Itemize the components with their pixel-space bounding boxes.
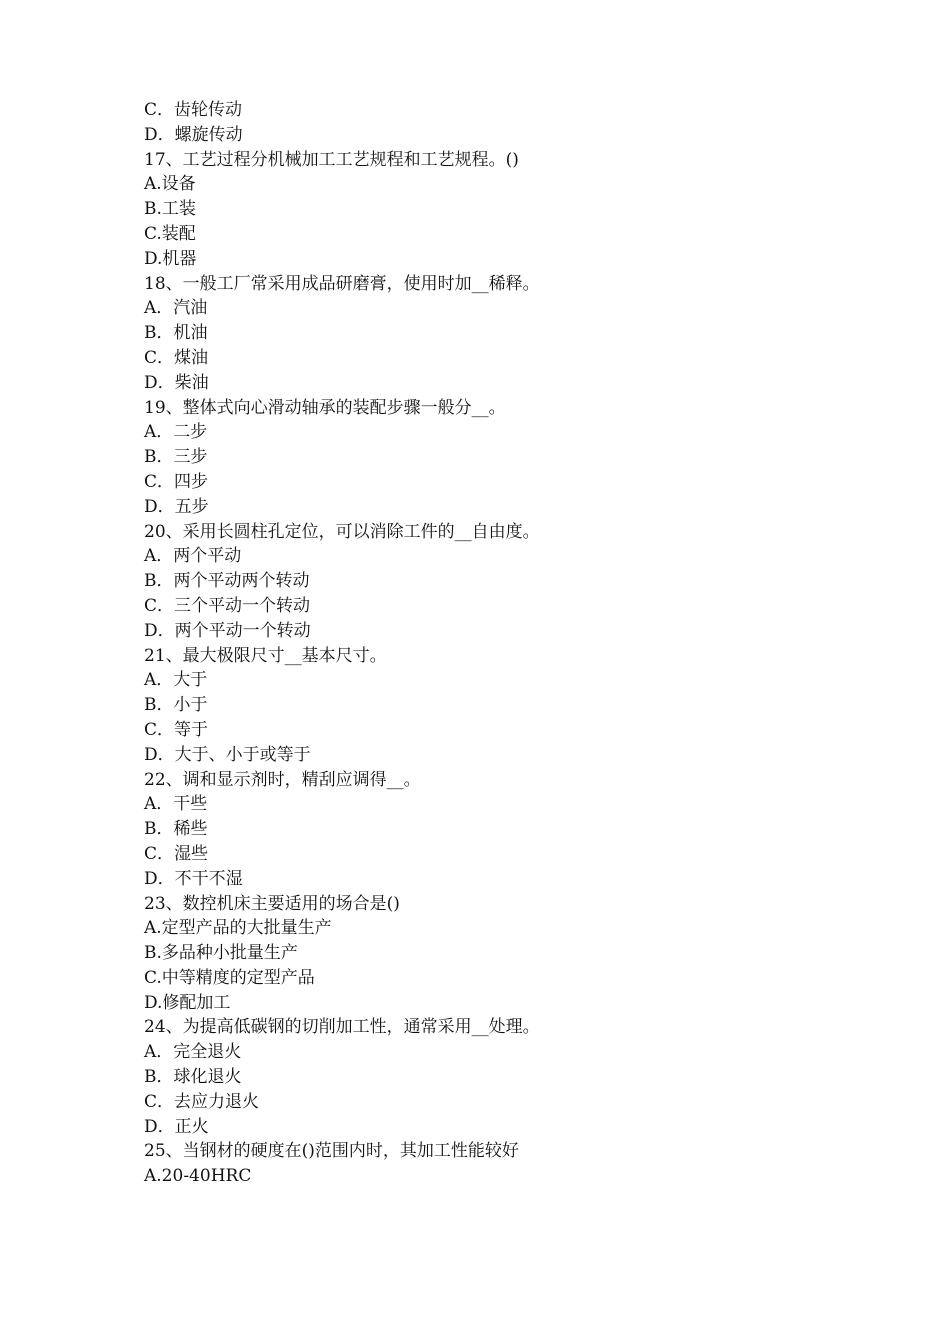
option-line: D．正火 xyxy=(144,1116,209,1137)
option-line: C．三个平动一个转动 xyxy=(144,595,311,616)
option-line: D．柴油 xyxy=(144,372,209,393)
text-line: C．齿轮传动 xyxy=(144,100,243,120)
option-line: C．四步 xyxy=(144,471,209,492)
question-18: 18、一般工厂常采用成品研磨膏，使用时加__稀释。 xyxy=(144,273,540,294)
option-line: D.修配加工 xyxy=(144,992,231,1013)
question-23: 23、数控机床主要适用的场合是() xyxy=(144,893,400,914)
option-line: C．湿些 xyxy=(144,843,209,864)
option-line: B．机油 xyxy=(144,323,208,344)
option-line: B．小于 xyxy=(144,695,208,716)
question-list xyxy=(144,98,844,1189)
option-line: A.设备 xyxy=(144,174,196,195)
option-line: C．等于 xyxy=(144,719,209,740)
option-line: A．干些 xyxy=(144,794,208,815)
question-20: 20、采用长圆柱孔定位，可以消除工件的__自由度。 xyxy=(144,521,540,542)
option-line: C.装配 xyxy=(144,223,196,244)
question-17: 17、工艺过程分机械加工工艺规程和工艺规程。() xyxy=(144,149,519,170)
option-line: B．两个平动两个转动 xyxy=(144,571,310,592)
option-line: A．二步 xyxy=(144,422,208,443)
option-line: D.机器 xyxy=(144,248,197,269)
option-line: C.中等精度的定型产品 xyxy=(144,967,315,988)
option-line: A.20-40HRC xyxy=(144,1166,252,1187)
question-25: 25、当钢材的硬度在()范围内时，其加工性能较好 xyxy=(144,1141,519,1162)
text-line: D．螺旋传动 xyxy=(144,124,243,145)
option-line: A．完全退火 xyxy=(144,1042,242,1063)
option-line: A．两个平动 xyxy=(144,546,242,567)
question-21: 21、最大极限尺寸__基本尺寸。 xyxy=(144,645,387,666)
option-line: A．大于 xyxy=(144,670,208,691)
option-line: B.多品种小批量生产 xyxy=(144,943,298,964)
question-19: 19、整体式向心滑动轴承的装配步骤一般分__。 xyxy=(144,397,506,418)
option-line: B．三步 xyxy=(144,447,208,468)
option-line: B．球化退火 xyxy=(144,1067,242,1088)
question-24: 24、为提高低碳钢的切削加工性，通常采用__处理。 xyxy=(144,1017,540,1038)
option-line: D．五步 xyxy=(144,496,209,517)
option-line: B.工装 xyxy=(144,199,196,220)
option-line: D．两个平动一个转动 xyxy=(144,620,311,641)
option-line: A．汽油 xyxy=(144,298,208,319)
option-line: D．不干不湿 xyxy=(144,868,243,889)
option-line: A.定型产品的大批量生产 xyxy=(144,918,332,939)
option-line: C．去应力退火 xyxy=(144,1091,260,1112)
question-22: 22、调和显示剂时，精刮应调得__。 xyxy=(144,769,421,790)
option-line: C．煤油 xyxy=(144,347,209,368)
option-line: B．稀些 xyxy=(144,819,208,840)
option-line: D．大于、小于或等于 xyxy=(144,744,311,765)
